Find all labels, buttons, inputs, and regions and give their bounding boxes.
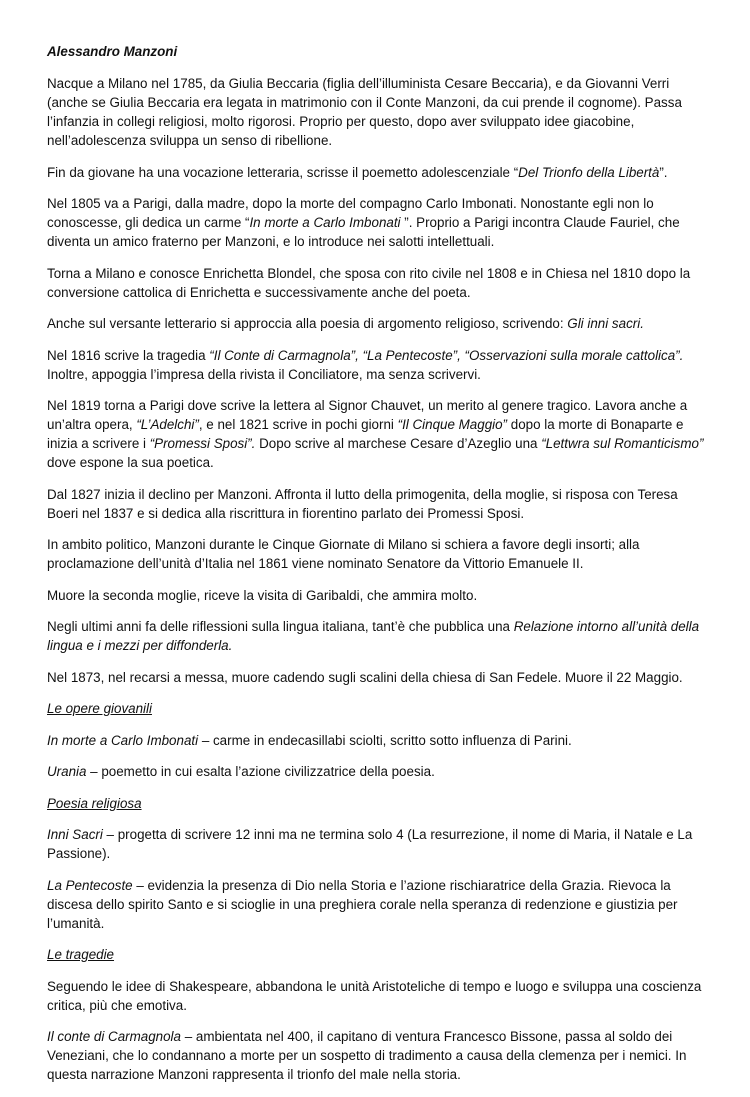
paragraph-vocation: Fin da giovane ha una vocazione letteraria, scrisse il poemetto adolescenziale “Del Trionfo della Libertà”. — [47, 164, 668, 180]
paragraph-death: Nel 1873, nel recarsi a messa, muore cadendo sugli scalini della chiesa di San Fedele. Muore il 22 Maggio. — [47, 669, 683, 685]
paragraph-birth: Nacque a Milano nel 1785, da Giulia Beccaria (figlia dell’illuminista Cesare Beccaria), e da Giovanni Verri (anche se Giulia Beccaria era legata in matrimonio con il Conte Manzoni, da cui prende il cognome). Passa l’infanzia in collegi religiosi, molto rigorosi. Proprio per questo, dopo aver sviluppato idee giacobine, nell’adolescenza sviluppa un senso di ribellione. — [47, 76, 682, 148]
paragraph-1816: Nel 1816 scrive la tragedia “Il Conte di Carmagnola”, “La Pentecoste”, “Osservazioni sulla morale cattolica”. Inoltre, appoggia l’impresa della rivista il Conciliatore, ma senza scrivervi. — [47, 347, 684, 382]
document-page — [47, 42, 712, 1097]
work-item-pentecoste: La Pentecoste – evidenzia la presenza di Dio nella Storia e l’azione rischiaratrice della Grazia. Rievoca la discesa dello spirito Santo e si scioglie in una preghiera corale nella speranza di redenzione e giustizia per l’umanità. — [47, 877, 678, 931]
document-title: Alessandro Manzoni — [47, 44, 178, 59]
paragraph-religious: Anche sul versante letterario si approccia alla poesia di argomento religioso, scrivendo: Gli inni sacri. — [47, 316, 644, 331]
paragraph-marriage: Torna a Milano e conosce Enrichetta Blondel, che sposa con rito civile nel 1808 e in Chiesa nel 1810 dopo la conversione cattolica di Enrichetta e successivamente anche del poeta. — [47, 265, 691, 300]
paragraph-language: Negli ultimi anni fa delle riflessioni sulla lingua italiana, tant’è che pubblica una Relazione intorno all’unità della lingua e i mezzi per diffonderla. — [47, 619, 700, 653]
paragraph-garibaldi: Muore la seconda moglie, riceve la visita di Garibaldi, che ammira molto. — [47, 587, 478, 603]
paragraph-1827: Dal 1827 inizia il declino per Manzoni. Affronta il lutto della primogenita, della moglie, si risposa con Teresa Boeri nel 1837 e si dedica alla riscrittura in fiorentino parlato dei Promessi Sposi. — [47, 486, 678, 521]
work-item-inni-sacri: Inni Sacri – progetta di scrivere 12 inni ma ne termina solo 4 (La resurrezione, il nome di Maria, il Natale e La Passione). — [47, 827, 693, 861]
paragraph-paris: Nel 1805 va a Parigi, dalla madre, dopo la morte del compagno Carlo Imbonati. Nonostante egli non lo conoscesse, gli dedica un carme “In morte a Carlo Imbonati ”. Proprio a Parigi incontra Claude Fauriel, che diventa un amico fraterno per Manzoni, e lo introduce nei salotti intellettuali. — [47, 196, 680, 249]
work-item-imbonati: In morte a Carlo Imbonati – carme in endecasillabi sciolti, scritto sotto influenza di Parini. — [47, 732, 572, 748]
paragraph-tragedie-intro: Seguendo le idee di Shakespeare, abbandona le unità Aristoteliche di tempo e luogo e sviluppa una coscienza critica, più che emotiva. — [47, 978, 702, 1013]
section-heading-poesia-religiosa: Poesia religiosa — [47, 795, 142, 811]
paragraph-1819: Nel 1819 torna a Parigi dove scrive la lettera al Signor Chauvet, un merito al genere tragico. Lavora anche a un’altra opera, “L’Adelchi”, e nel 1821 scrive in pochi giorni “Il Cinque Maggio” dopo la morte di Bonaparte e inizia a scrivere i “Promessi Sposi”. Dopo scrive al marchese Cesare d’Azeglio una “Lettwra sul Romanticismo” dove espone la sua poetica. — [47, 398, 704, 470]
paragraph-politics: In ambito politico, Manzoni durante le Cinque Giornate di Milano si schiera a favore degli insorti; alla proclamazione dell’unità d’Italia nel 1861 viene nominato Senatore da Vittorio Emanuele II. — [47, 537, 640, 571]
work-item-carmagnola: Il conte di Carmagnola – ambientata nel 400, il capitano di ventura Francesco Bissone, passa al soldo dei Veneziani, che lo condannano a morte per un sospetto di tradimento a causa della clemenza per i nemici. In questa narrazione Manzoni rappresenta il trionfo del male nella storia. — [47, 1029, 687, 1082]
section-heading-tragedie: Le tragedie — [47, 947, 115, 962]
section-heading-opere-giovanili: Le opere giovanili — [47, 701, 152, 716]
work-item-urania: Urania – poemetto in cui esalta l’azione civilizzatrice della poesia. — [47, 764, 435, 779]
